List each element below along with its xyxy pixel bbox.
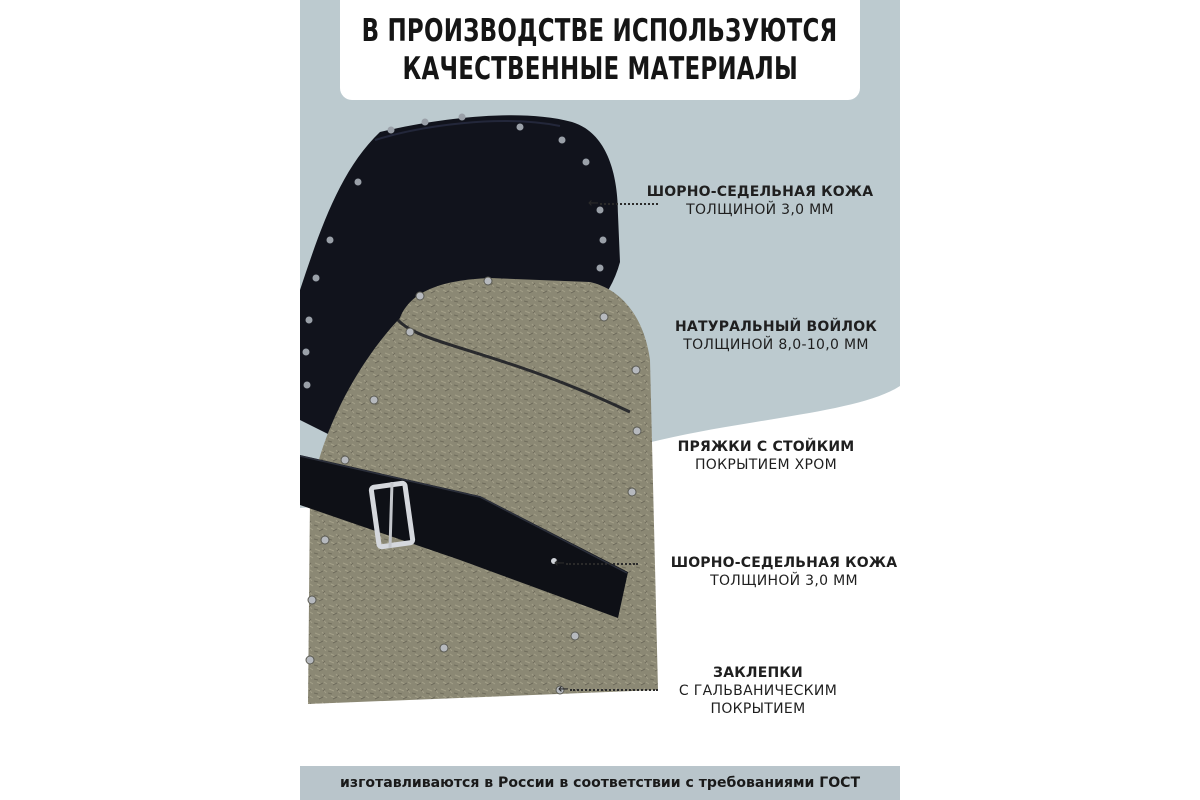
arrow-left-icon: ← xyxy=(558,682,569,697)
callout-rivets xyxy=(628,664,888,718)
callout-buckle-subtitle: ПОКРЫТИЕМ ХРОМ xyxy=(694,457,837,473)
callout-leather xyxy=(630,183,890,219)
callout-rivets-title: ЗАКЛЕПКИ xyxy=(713,665,803,681)
callout-strap xyxy=(654,554,900,590)
title-card xyxy=(340,0,860,100)
footer-text: изготавливаются в России в соответствии с требованиями ГОСТ xyxy=(339,775,861,791)
callout-strap-subtitle: ТОЛЩИНОЙ 3,0 ММ xyxy=(710,573,858,589)
callout-felt-title: НАТУРАЛЬНЫЙ ВОЙЛОК xyxy=(675,319,877,335)
title-line-1: В ПРОИЗВОДСТВЕ ИСПОЛЬЗУЮТСЯ xyxy=(362,13,838,49)
callout-rivets-leader xyxy=(570,689,658,691)
callout-strap-leader xyxy=(566,563,638,565)
arrow-left-icon: ← xyxy=(588,196,599,211)
infographic-canvas xyxy=(300,0,900,800)
footer-bar xyxy=(300,766,900,800)
callout-felt-subtitle: ТОЛЩИНОЙ 8,0-10,0 ММ xyxy=(683,337,869,353)
callout-leather-subtitle: ТОЛЩИНОЙ 3,0 ММ xyxy=(686,202,834,218)
callout-strap-title: ШОРНО-СЕДЕЛЬНАЯ КОЖА xyxy=(670,555,898,571)
callout-buckle xyxy=(636,438,896,474)
callout-buckle-title: ПРЯЖКИ С СТОЙКИМ xyxy=(677,439,855,455)
title-line-2: КАЧЕСТВЕННЫЕ МАТЕРИАЛЫ xyxy=(402,51,798,87)
callout-leather-title: ШОРНО-СЕДЕЛЬНАЯ КОЖА xyxy=(646,184,874,200)
callout-leather-leader xyxy=(600,203,658,205)
callout-rivets-subtitle-2: ПОКРЫТИЕМ xyxy=(710,701,806,717)
arrow-left-icon: ← xyxy=(554,556,565,571)
callout-rivets-subtitle: С ГАЛЬВАНИЧЕСКИМ xyxy=(678,683,838,699)
callout-felt xyxy=(646,318,900,354)
